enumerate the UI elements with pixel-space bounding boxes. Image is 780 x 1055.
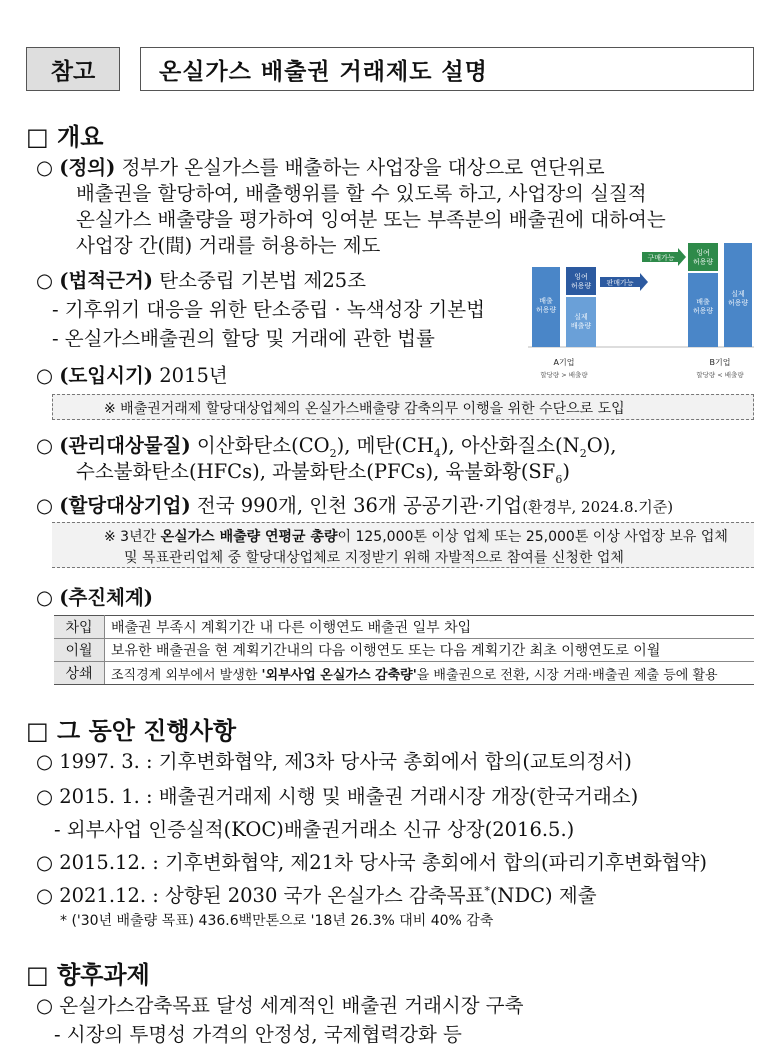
intro-note: ※ 배출권거래제 할당대상업체의 온실가스배출량 감축의무 이행을 위한 수단으로 도입 [104,401,625,417]
definition-line-2: 배출권을 할당하여, 배출행위를 할 수 있도록 하고, 사업장의 실질적 [76,182,647,205]
emission-trading-diagram [528,240,754,390]
a-company-label: A기업 [553,358,575,367]
managed-gas-line-2: 수소불화탄소(HFCs), 과불화탄소(PFCs), 육불화황$(SF_6)$ [76,460,570,486]
svg-text:배출: 배출 [539,297,553,305]
svg-text:허용량: 허용량 [727,299,749,307]
definition-text-1: 정부가 온실가스를 배출하는 사업장을 대상으로 연단위로 [121,156,605,179]
table-row: 차입 배출권 부족시 계획기간 내 다른 이행연도 배출권 일부 차입 [54,616,754,639]
svg-text:허용량: 허용량 [692,307,714,315]
allocation-source: (환경부, 2024.8.기준) [522,498,674,516]
legal-basis-text: 탄소중립 기본법 제25조 [159,269,366,292]
progress-item-2: ○ 2015. 1. : 배출권거래제 시행 및 배출권 거래시장 개장(한국거래소) [36,785,639,808]
progress-item-1: ○ 1997. 3. : 기후변화협약, 제3차 당사국 총회에서 합의(교토의정서) [36,750,632,773]
svg-text:판매가능: 판매가능 [606,279,634,287]
intro-date-text: 2015년 [159,364,228,387]
intro-date-line: ○ (도입시기) 2015년 [36,364,228,387]
table-row: 이월 보유한 배출권을 현 계획기간내의 다음 이행연도 또는 다음 계획기간 최초 이행연도로 이월 [54,639,754,662]
definition-head: (정의) [59,156,116,179]
svg-text:실제: 실제 [731,290,745,298]
allocation-note-1: ※ 3년간 온실가스 배출량 연평균 총량이 125,000톤 이상 업체 또는 25,000톤 이상 사업장 보유 업체 [104,529,728,545]
managed-gas-head: (관리대상물질) [59,434,191,457]
system-line: ○ (추진체계) [36,586,154,609]
intro-date-head: (도입시기) [59,364,154,387]
allocation-text: 전국 990개, 인천 36개 공공기관·기업 [196,494,523,517]
future-item-1-detail: - 시장의 투명성 가격의 안정성, 국제협력강화 등 [54,1023,462,1046]
svg-text:배출량: 배출량 [570,322,592,330]
b-company-sub: 할당량 < 배출량 [696,371,744,379]
table-row: 상쇄 조직경계 외부에서 발생한 '외부사업 온실가스 감축량'을 배출권으로 전환, 시장 거래·배출권 제출 등에 활용 [54,662,754,685]
allocation-note-2: 및 목표관리업체 중 할당대상업체로 지정받기 위해 자발적으로 참여를 신청한 업체 [124,550,624,566]
legal-basis-line: ○ (법적근거) 탄소중립 기본법 제25조 [36,269,366,292]
legal-basis-head: (법적근거) [59,269,154,292]
managed-gas-line-1: ○ (관리대상물질) 이산화탄소$(CO_2)$, 메탄$(CH_4)$, 아산화질소$(N_2O)$, [36,434,617,460]
progress-item-2-detail: - 외부사업 인증실적(KOC)배출권거래소 신규 상장(2016.5.) [54,818,575,841]
page-title: 온실가스 배출권 거래제도 설명 [140,47,754,91]
section-overview-title: □ 개요 [26,123,104,151]
progress-item-4-note: * ('30년 배출량 목표) 436.6백만톤으로 '18년 26.3% 대비 40% 감축 [60,913,494,929]
a-surplus-bar [566,267,596,295]
future-item-1: ○ 온실가스감축목표 달성 세계적인 배출권 거래시장 구축 [36,994,524,1017]
legal-basis-detail-2: - 온실가스배출권의 할당 및 거래에 관한 법률 [52,327,435,350]
allocation-line: ○ (할당대상기업) 전국 990개, 인천 36개 공공기관·기업(환경부, 2024.8.기준) [36,494,674,517]
b-surplus-bar [688,243,718,271]
system-table [54,615,754,685]
svg-text:잉여: 잉여 [696,249,710,257]
definition-line-4: 사업장 간(間) 거래를 허용하는 제도 [76,234,381,257]
progress-item-3: ○ 2015.12. : 기후변화협약, 제21차 당사국 총회에서 합의(파리기후변화협약) [36,851,707,874]
b-company-label: B기업 [709,358,731,367]
svg-text:실제: 실제 [574,313,588,321]
reference-tag: 참고 [26,47,120,91]
definition-line-1: ○ (정의) 정부가 온실가스를 배출하는 사업장을 대상으로 연단위로 [36,156,605,179]
definition-line-3: 온실가스 배출량을 평가하여 잉여분 또는 부족분의 배출권에 대하여는 [76,208,666,231]
system-head: (추진체계) [59,586,154,609]
svg-text:허용량: 허용량 [535,306,557,314]
svg-text:잉여: 잉여 [574,273,588,281]
section-progress-title: □ 그 동안 진행사항 [26,717,237,745]
section-future-title: □ 향후과제 [26,961,150,989]
progress-item-4: ○ 2021.12. : 상향된 2030 국가 온실가스 감축목표*(NDC) 제출 [36,884,597,907]
svg-text:구매가능: 구매가능 [647,254,675,262]
svg-text:허용량: 허용량 [570,282,592,290]
svg-text:배출: 배출 [696,298,710,306]
allocation-head: (할당대상기업) [59,494,191,517]
legal-basis-detail-1: - 기후위기 대응을 위한 탄소중립 · 녹색성장 기본법 [52,298,485,321]
svg-text:허용량: 허용량 [692,258,714,266]
a-company-sub: 할당량 > 배출량 [540,371,588,379]
